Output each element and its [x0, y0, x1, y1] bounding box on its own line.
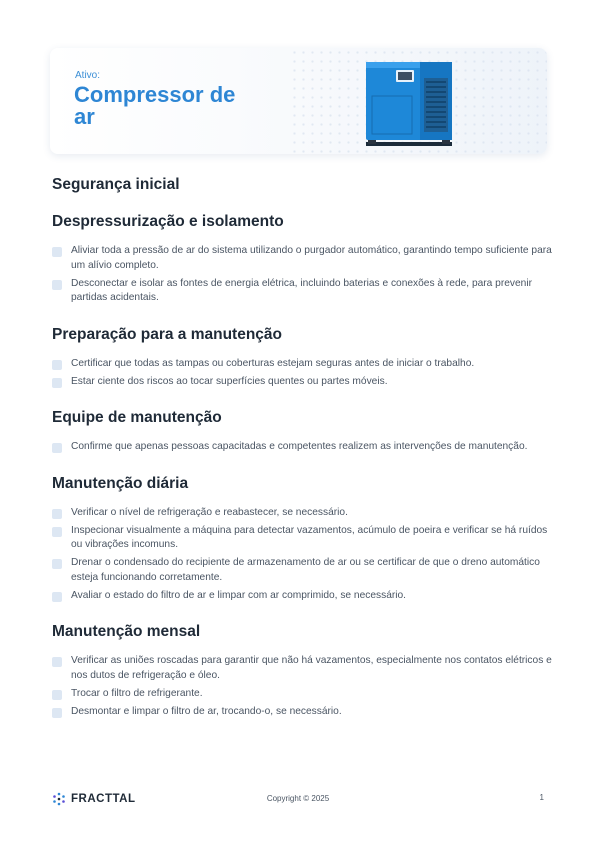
checkbox-icon[interactable] [52, 443, 62, 453]
list-item: Certificar que todas as tampas ou coberturas estejam seguras antes de iniciar o trabalho. [52, 357, 552, 372]
section-title: Equipe de manutenção [52, 409, 222, 426]
checkbox-icon[interactable] [52, 527, 62, 537]
copyright: Copyright © 2025 [266, 794, 330, 803]
checkbox-icon[interactable] [52, 247, 62, 257]
list-item: Inspecionar visualmente a máquina para detectar vazamentos, acúmulo de poeira e verificar se há ruídos ou vibrações incomuns. [52, 524, 552, 553]
asset-name: Compressor de ar [74, 82, 236, 129]
air-compressor-illustration [360, 56, 460, 148]
checkbox-icon[interactable] [52, 690, 62, 700]
checkbox-icon[interactable] [52, 378, 62, 388]
list-item: Trocar o filtro de refrigerante. [52, 687, 552, 702]
section-title: Preparação para a manutenção [52, 325, 283, 343]
checkbox-icon[interactable] [52, 559, 62, 569]
list-item: Aliviar toda a pressão de ar do sistema utilizando o purgador automático, garantindo tempo suficiente para um alívio completo. [52, 244, 552, 273]
section-daily-maintenance [52, 474, 552, 604]
brand-name: FRACTTAL [71, 793, 136, 805]
checklist-content [52, 176, 552, 723]
page-number: 1 [539, 793, 544, 802]
list-item: Desmontar e limpar o filtro de ar, trocando-o, se necessário. [52, 705, 552, 720]
section-depressurization [52, 212, 552, 306]
checkbox-icon[interactable] [52, 592, 62, 602]
section-monthly-maintenance [52, 622, 552, 719]
section-title: Manutenção diária [52, 474, 189, 492]
list-item: Avaliar o estado do filtro de ar e limpar com ar comprimido, se necessário. [52, 589, 552, 604]
list-item: Verificar as uniões roscadas para garantir que não há vazamentos, especialmente nos contatos elétricos e nos dutos de refrigeração e óleo. [52, 654, 552, 683]
asset-header-card [50, 48, 547, 154]
list-item: Drenar o condensado do recipiente de armazenamento de ar ou se certificar de que o dreno automático esteja funcionando corretamente. [52, 556, 552, 585]
main-title: Segurança inicial [52, 176, 180, 193]
list-item: Confirme que apenas pessoas capacitadas e competentes realizem as intervenções de manutenção. [52, 440, 552, 455]
checkbox-icon[interactable] [52, 360, 62, 370]
list-item: Verificar o nível de refrigeração e reabastecer, se necessário. [52, 506, 552, 521]
section-title: Manutenção mensal [52, 623, 201, 640]
checkbox-icon[interactable] [52, 708, 62, 718]
section-title: Despressurização e isolamento [52, 213, 284, 230]
section-preparation [52, 325, 552, 390]
section-maintenance-team [52, 408, 552, 455]
list-item: Estar ciente dos riscos ao tocar superfícies quentes ou partes móveis. [52, 375, 552, 390]
list-item: Desconectar e isolar as fontes de energia elétrica, incluindo baterias e conexões à rede, para prevenir partidas acidentais. [52, 277, 552, 306]
checkbox-icon[interactable] [52, 509, 62, 519]
asset-label: Ativo: [75, 70, 101, 81]
checkbox-icon[interactable] [52, 280, 62, 290]
checkbox-icon[interactable] [52, 657, 62, 667]
